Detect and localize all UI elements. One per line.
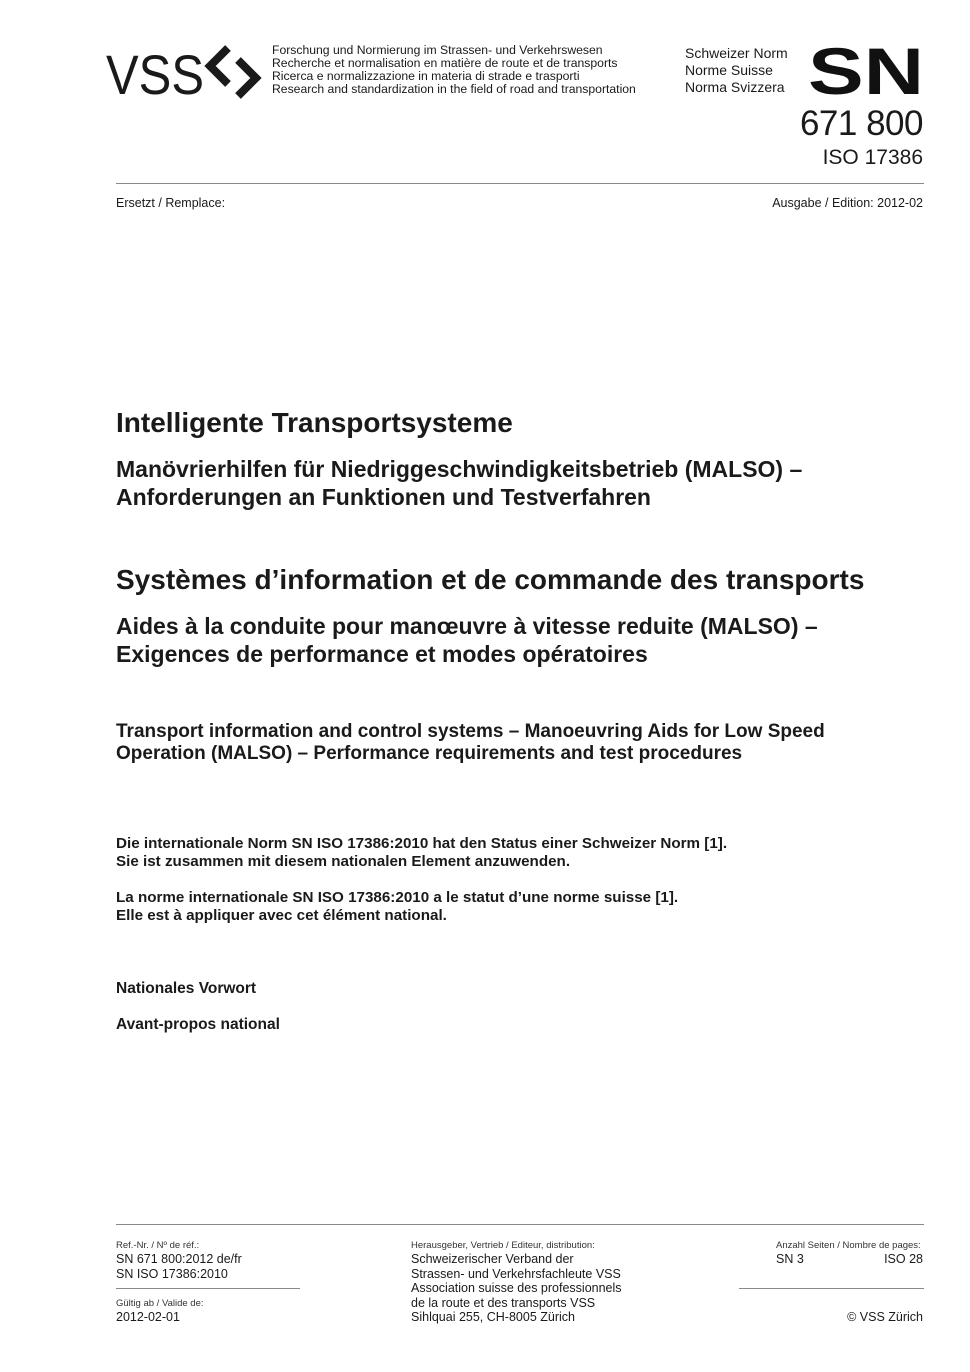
footer-left-divider (116, 1288, 300, 1289)
norm-number: 671 800 (799, 104, 923, 143)
pages-label: Anzahl Seiten / Nombre de pages: (776, 1240, 921, 1251)
publisher-line: de la route et des transports VSS (411, 1295, 596, 1310)
pages-iso: ISO 28 (884, 1252, 923, 1266)
foreword-fr: Avant-propos national (116, 1016, 280, 1033)
status-line: Sie ist zusammen mit diesem nationalen Element anzuwenden. (116, 853, 571, 870)
publisher-line: Association suisse des professionnels (411, 1281, 622, 1295)
sn-line: Norma Svizzera (685, 79, 785, 95)
publisher-label: Herausgeber, Vertrieb / Editeur, distribution: (411, 1240, 595, 1251)
status-line: La norme internationale SN ISO 17386:2010 a le statut d’une norme suisse [1]. (116, 889, 679, 906)
pages-sn: SN 3 (776, 1252, 804, 1266)
copyright: © VSS Zürich (847, 1310, 923, 1324)
valid-date: 2012-02-01 (116, 1310, 180, 1324)
title-en (116, 721, 936, 765)
sn-line: Norme Suisse (685, 62, 773, 78)
ref-label: Ref.-Nr. / Nº de réf.: (116, 1240, 200, 1251)
status-line: Die internationale Norm SN ISO 17386:2010 hat den Status einer Schweizer Norm [1]. (116, 835, 728, 852)
foreword-de: Nationales Vorwort (116, 980, 257, 997)
status-line: Elle est à appliquer avec cet élément national. (116, 907, 447, 924)
title-en-line: Transport information and control systems – Manoeuvring Aids for Low Speed (116, 721, 825, 742)
subtitle-de-line: Anforderungen an Funktionen und Testverfahren (116, 484, 651, 510)
header-divider (116, 183, 924, 184)
ref-value: SN ISO 17386:2010 (116, 1266, 228, 1281)
subtitle-de (116, 455, 936, 511)
publisher-line: Schweizerischer Verband der (411, 1252, 574, 1266)
replaces-label: Ersetzt / Remplace: (116, 196, 226, 210)
subtitle-de-line: Manövrierhilfen für Niedriggeschwindigkeitsbetrieb (MALSO) – (116, 456, 803, 482)
status-fr (116, 889, 936, 925)
subtitle-fr (116, 612, 956, 668)
edition-label: Ausgabe / Edition: 2012-02 (772, 196, 923, 210)
vss-line: Ricerca e normalizzazione in materia di strade e trasporti (272, 69, 580, 83)
ref-values (116, 1252, 242, 1281)
publisher-line: Strassen- und Verkehrsfachleute VSS (411, 1266, 621, 1281)
title-en-line: Operation (MALSO) – Performance requirements and test procedures (116, 743, 743, 764)
subtitle-fr-line: Exigences de performance et modes opératoires (116, 641, 648, 667)
title-de: Intelligente Transportsysteme (116, 407, 513, 438)
ref-value: SN 671 800:2012 de/fr (116, 1252, 242, 1266)
vss-line: Recherche et normalisation en matière de route et de transports (272, 56, 618, 70)
footer-right-divider (739, 1288, 924, 1289)
vss-logo-text: VSS (106, 43, 204, 102)
status-de (116, 835, 936, 871)
iso-number: ISO 17386 (822, 146, 923, 169)
title-fr: Systèmes d’information et de commande des transports (116, 564, 865, 595)
vss-description (272, 44, 636, 96)
footer-divider (116, 1224, 924, 1225)
publisher-address (411, 1252, 622, 1325)
vss-line: Research and standardization in the field of road and transportation (272, 82, 636, 96)
publisher-line: Sihlquai 255, CH-8005 Zürich (411, 1310, 575, 1324)
vss-logo (106, 42, 266, 102)
sn-logo-text: SN (808, 44, 924, 96)
sn-line: Schweizer Norm (685, 45, 788, 61)
subtitle-fr-line: Aides à la conduite pour manœuvre à vitesse reduite (MALSO) – (116, 613, 818, 639)
sn-logo (808, 44, 924, 96)
valid-label: Gültig ab / Valide de: (116, 1298, 204, 1309)
sn-norm-names (685, 45, 788, 96)
vss-line: Forschung und Normierung im Strassen- und Verkehrswesen (272, 43, 603, 57)
